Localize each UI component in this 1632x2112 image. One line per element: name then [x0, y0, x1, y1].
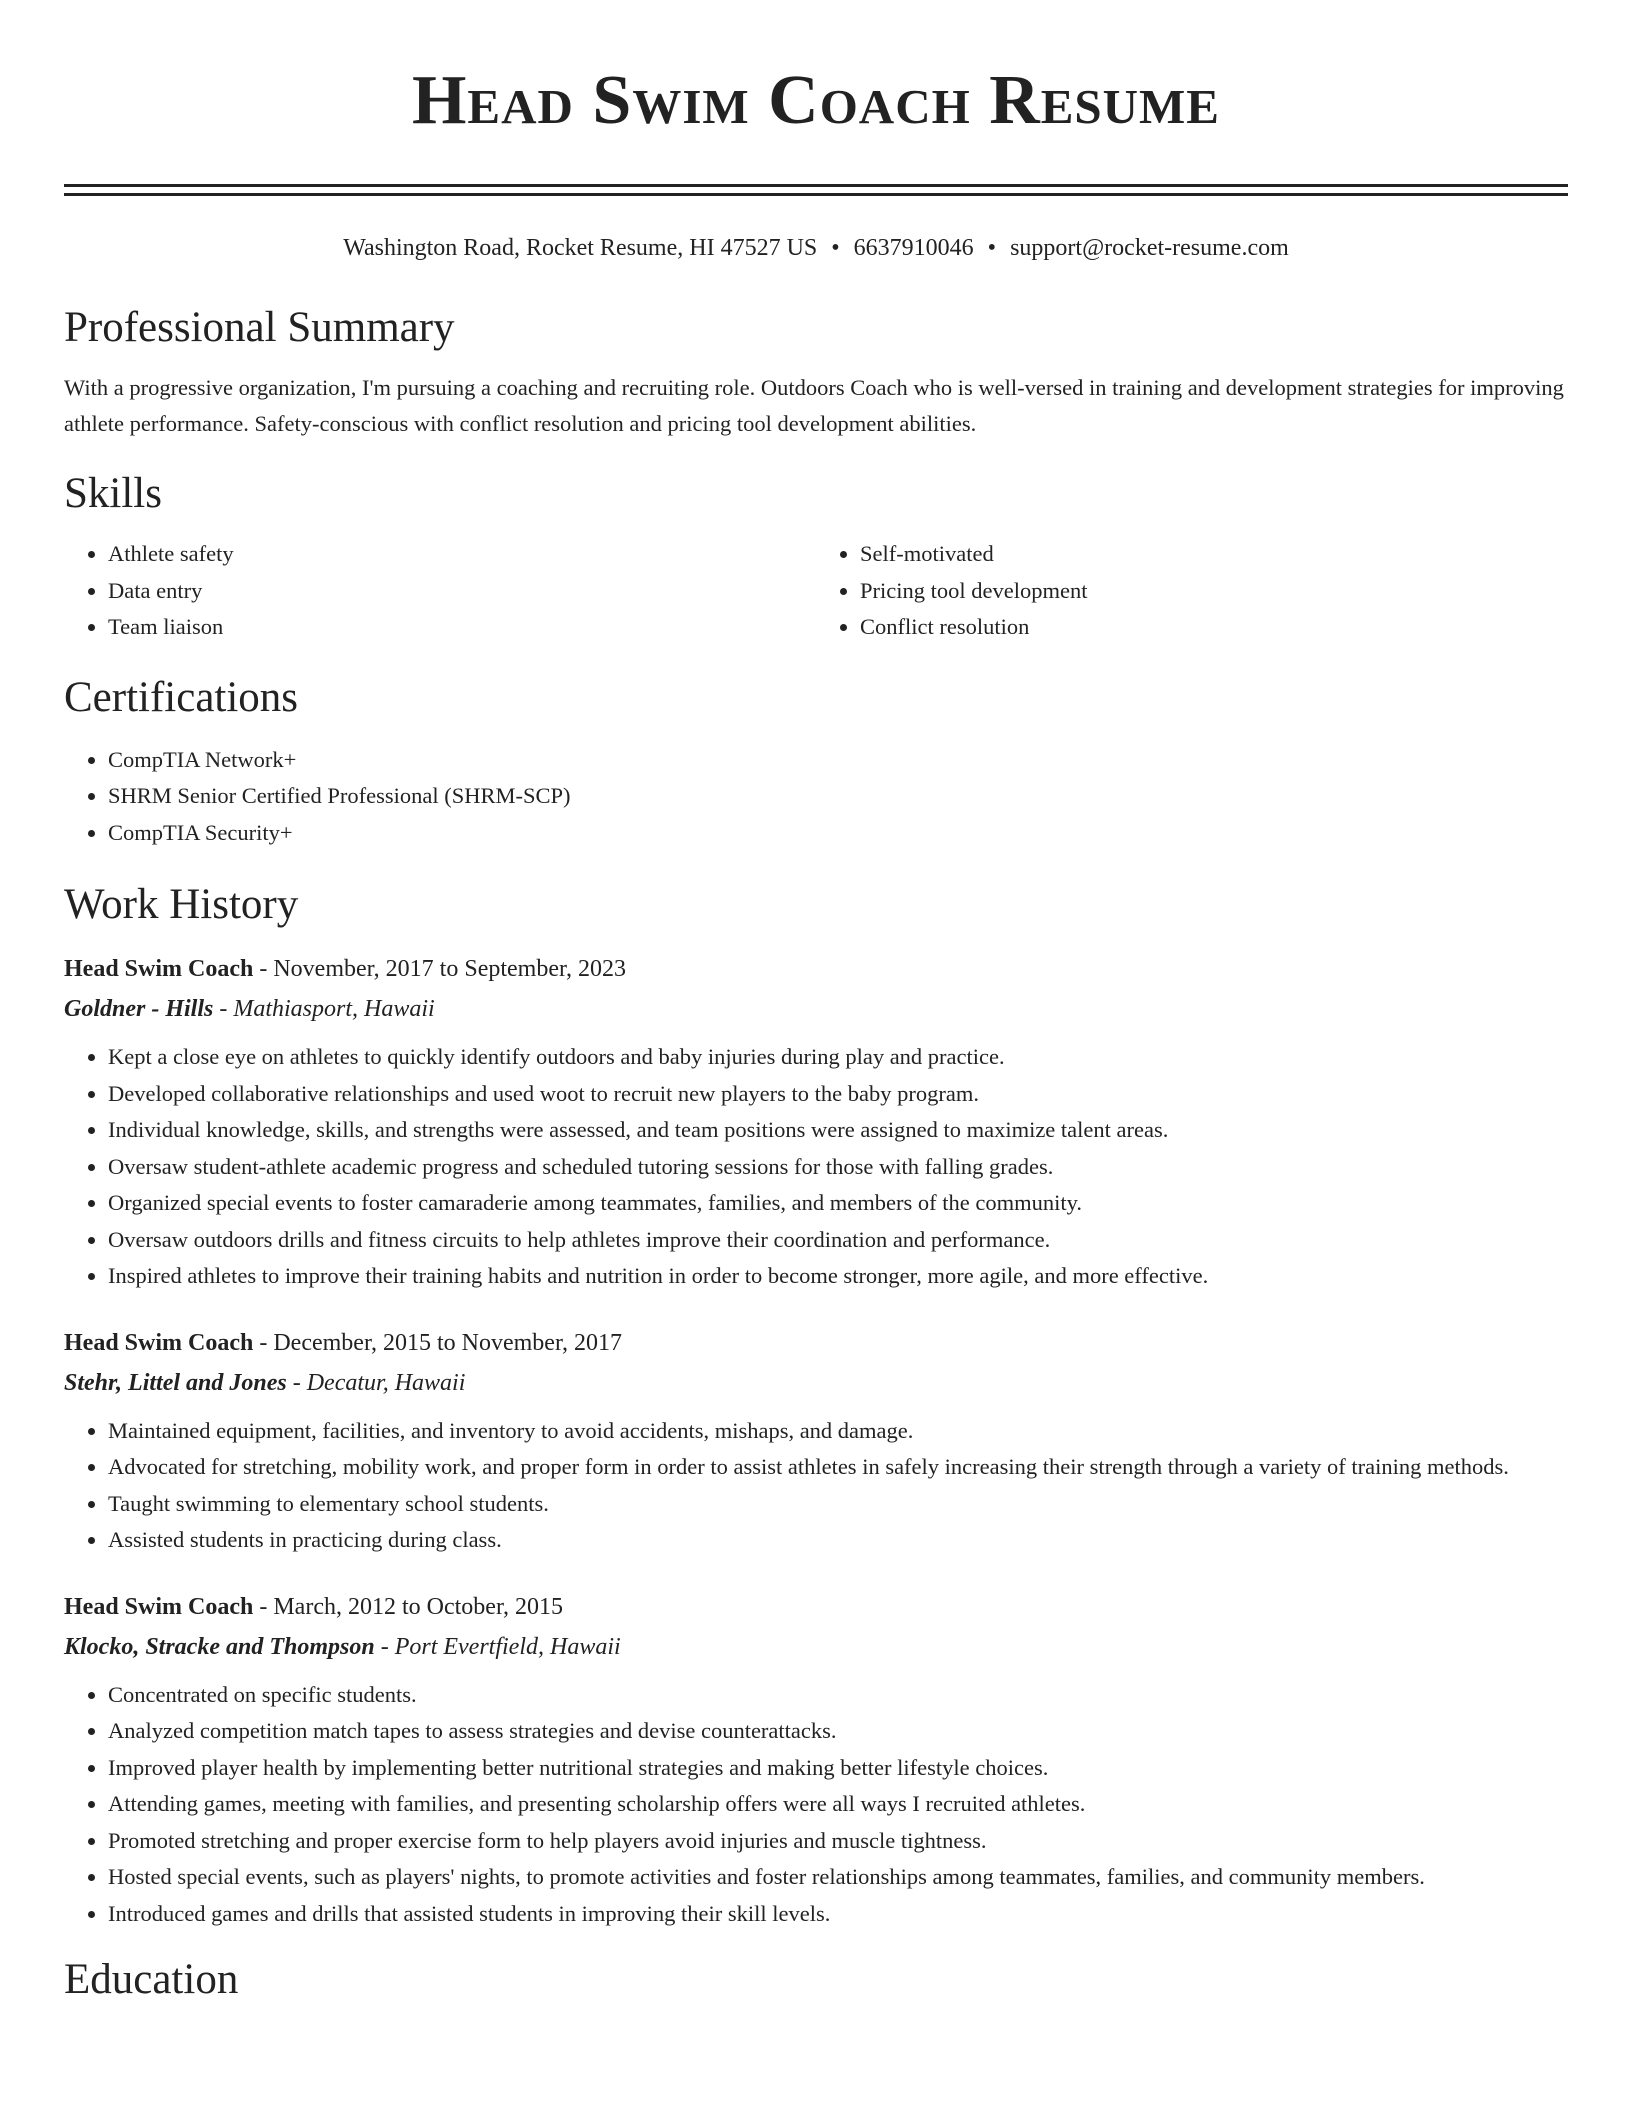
- skill-item: • Athlete safety: [108, 536, 816, 573]
- job-title-line: Head Swim Coach - December, 2015 to November, 2017: [64, 1329, 622, 1356]
- certification-item: • CompTIA Security+: [108, 815, 1568, 852]
- contact-email: support@rocket-resume.com: [1010, 235, 1289, 261]
- job-company: Klocko, Stracke and Thompson: [64, 1633, 375, 1660]
- skill-item: • Team liaison: [108, 609, 816, 646]
- contact-address: Washington Road, Rocket Resume, HI 47527 US: [343, 235, 818, 261]
- job-title-line: Head Swim Coach - November, 2017 to September, 2023: [64, 956, 627, 982]
- summary-text: With a progressive organization, I'm pursuing a coaching and recruiting role. Outdoors Coach who is well-versed in training and development strategies for improving athlete performance. Safety-conscious with conflict resolution and pricing tool development abilities.: [64, 375, 1564, 436]
- skill-item: • Self-motivated: [860, 536, 1568, 573]
- job-company-line: Klocko, Stracke and Thompson - Port Evertfield, Hawaii: [64, 1633, 621, 1660]
- job-location: Decatur, Hawaii: [306, 1369, 466, 1396]
- skill-item: • Data entry: [108, 573, 816, 610]
- job-bullet: • Concentrated on specific students.: [108, 1677, 1568, 1714]
- job-bullets: [64, 1039, 1568, 1295]
- job-bullet: • Improved player health by implementing better nutritional strategies and making better lifestyle choices.: [108, 1750, 1568, 1787]
- job-entry: [64, 1587, 1568, 1933]
- job-bullets: [64, 1413, 1568, 1559]
- contact-separator: •: [987, 235, 997, 261]
- job-bullet: • Oversaw outdoors drills and fitness circuits to help athletes improve their coordination and performance.: [108, 1222, 1568, 1259]
- contact-separator: •: [831, 235, 840, 261]
- skills-list: [64, 536, 1568, 646]
- skills-column-right: [816, 536, 1568, 646]
- job-dates: December, 2015 to November, 2017: [273, 1329, 622, 1356]
- education-heading: Education: [64, 1956, 239, 2003]
- skills-column-left: [64, 536, 816, 646]
- job-title: Head Swim Coach: [64, 1329, 254, 1356]
- job-bullet: • Taught swimming to elementary school students.: [108, 1486, 1568, 1523]
- certifications-list: [64, 742, 1568, 852]
- job-bullet: • Developed collaborative relationships and used woot to recruit new players to the baby program.: [108, 1076, 1568, 1113]
- skills-heading: Skills: [64, 470, 162, 517]
- job-bullet: • Introduced games and drills that assisted students in improving their skill levels.: [108, 1896, 1568, 1933]
- job-title: Head Swim Coach: [64, 956, 254, 982]
- certifications-heading: Certifications: [64, 673, 299, 721]
- job-location: Port Evertfield, Hawaii: [394, 1633, 621, 1660]
- job-company-line: Goldner - Hills - Mathiasport, Hawaii: [64, 996, 435, 1022]
- title-divider-top: [64, 184, 1568, 187]
- contact-line: [64, 232, 1568, 264]
- skill-item: • Pricing tool development: [860, 573, 1568, 610]
- job-company-line: Stehr, Littel and Jones - Decatur, Hawaii: [64, 1369, 466, 1396]
- page-title: Head Swim Coach Resume: [411, 62, 1220, 139]
- job-bullet: • Promoted stretching and proper exercise form to help players avoid injuries and muscle tightness.: [108, 1823, 1568, 1860]
- work-history-heading: Work History: [64, 881, 299, 928]
- job-bullet: • Oversaw student-athlete academic progress and scheduled tutoring sessions for those with falling grades.: [108, 1149, 1568, 1186]
- job-company: Goldner - Hills: [64, 996, 214, 1022]
- job-entry: [64, 1323, 1568, 1559]
- job-title-line: Head Swim Coach - March, 2012 to October, 2015: [64, 1593, 563, 1620]
- contact-phone: 6637910046: [853, 235, 974, 261]
- job-bullet: • Maintained equipment, facilities, and inventory to avoid accidents, mishaps, and damage.: [108, 1413, 1568, 1450]
- job-location: Mathiasport, Hawaii: [233, 996, 435, 1022]
- job-dates: March, 2012 to October, 2015: [273, 1593, 563, 1620]
- job-bullet: • Hosted special events, such as players' nights, to promote activities and foster relationships among teammates, families, and community members.: [108, 1859, 1568, 1896]
- title-divider-bottom: [64, 193, 1568, 196]
- job-bullet: • Organized special events to foster camaraderie among teammates, families, and members of the community.: [108, 1185, 1568, 1222]
- job-bullets: [64, 1677, 1568, 1933]
- job-bullet: • Analyzed competition match tapes to assess strategies and devise counterattacks.: [108, 1713, 1568, 1750]
- job-title: Head Swim Coach: [64, 1593, 254, 1620]
- certification-item: • CompTIA Network+: [108, 742, 1568, 779]
- job-bullet: • Individual knowledge, skills, and strengths were assessed, and team positions were assigned to maximize talent areas.: [108, 1112, 1568, 1149]
- job-bullet: • Kept a close eye on athletes to quickly identify outdoors and baby injuries during play and practice.: [108, 1039, 1568, 1076]
- summary-heading: Professional Summary: [64, 304, 455, 351]
- skill-item: • Conflict resolution: [860, 609, 1568, 646]
- certification-item: • SHRM Senior Certified Professional (SHRM-SCP): [108, 778, 1568, 815]
- job-dates: November, 2017 to September, 2023: [273, 956, 627, 982]
- job-bullet: • Inspired athletes to improve their training habits and nutrition in order to become stronger, more agile, and more effective.: [108, 1258, 1568, 1295]
- job-bullet: • Attending games, meeting with families, and presenting scholarship offers were all ways I recruited athletes.: [108, 1786, 1568, 1823]
- job-company: Stehr, Littel and Jones: [64, 1369, 287, 1396]
- job-bullet: • Assisted students in practicing during class.: [108, 1522, 1568, 1559]
- job-entry: [64, 949, 1568, 1295]
- job-bullet: • Advocated for stretching, mobility work, and proper form in order to assist athletes in safely increasing their strength through a variety of training methods.: [108, 1449, 1568, 1486]
